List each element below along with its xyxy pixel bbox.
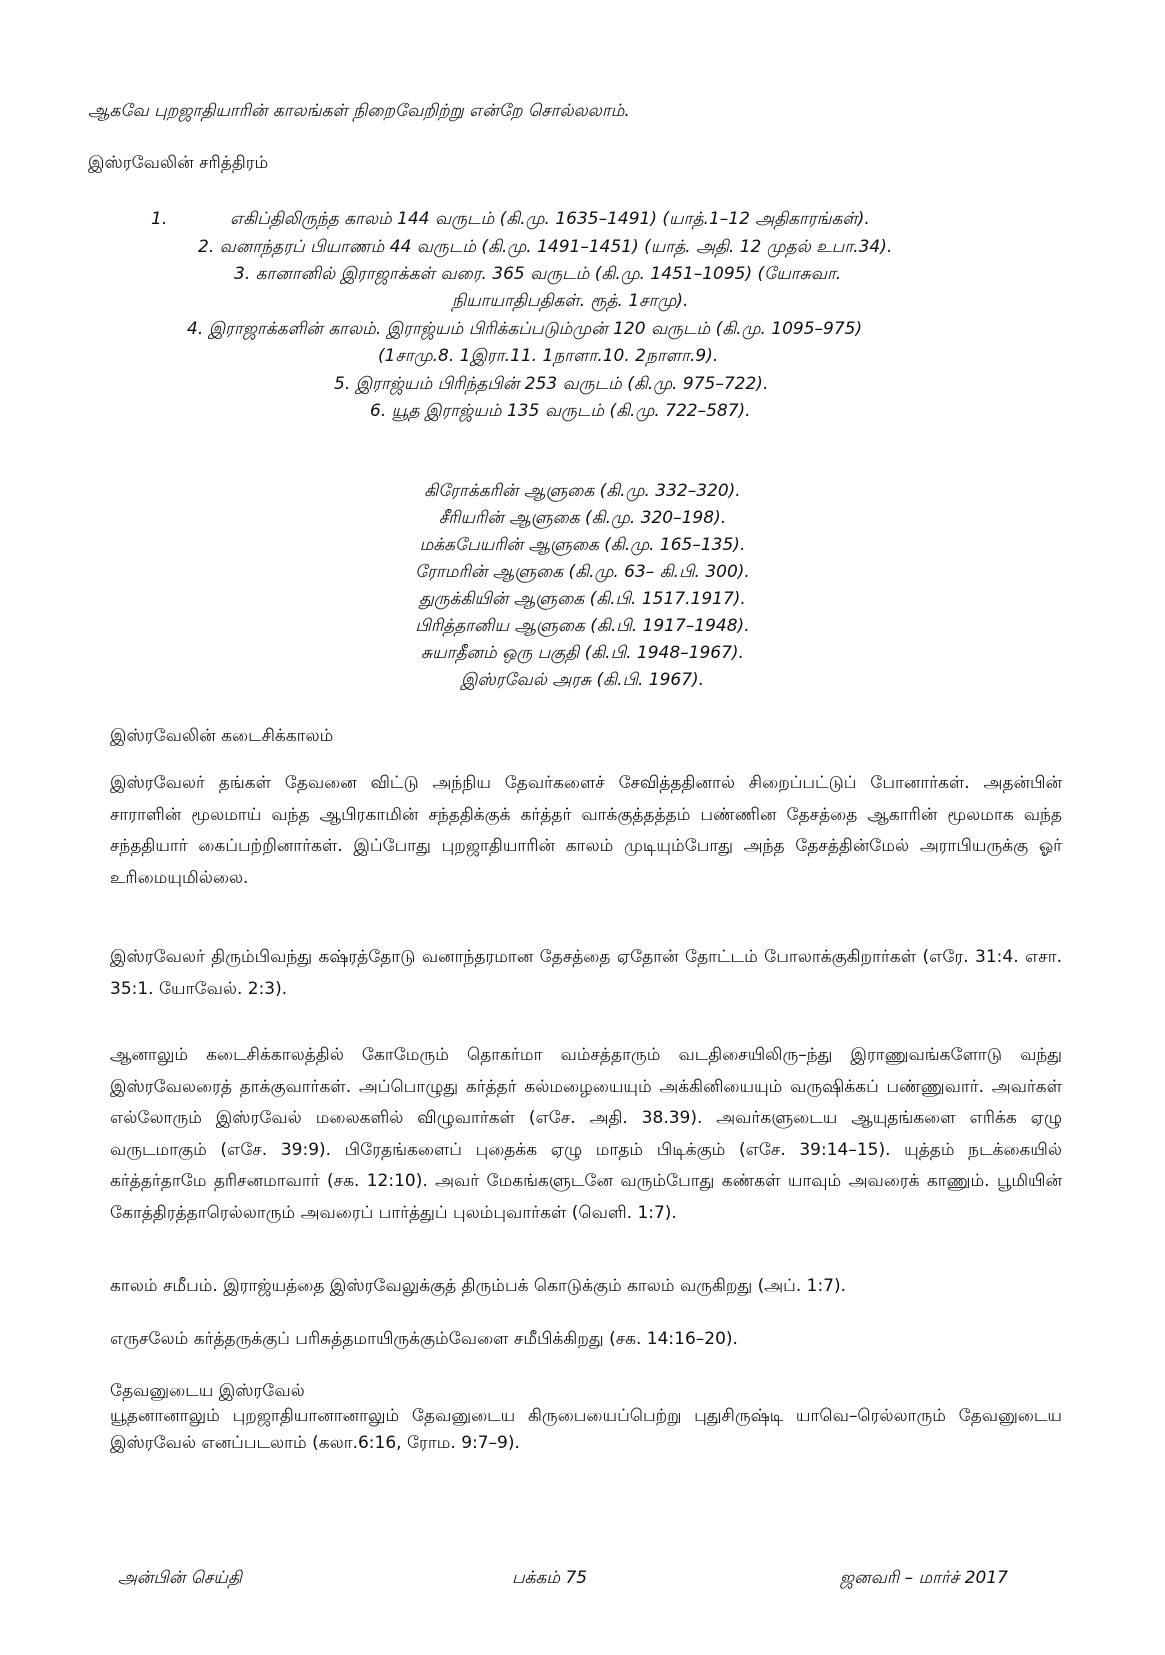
paragraph-line: காலம் சமீபம். இராஜ்யத்தை இஸ்ரவேலுக்குத் திரும்பக் கொடுக்கும் காலம் வருகிறது (அப். 1:7). (110, 1276, 847, 1296)
gods-israel-heading: தேவனுடைய இஸ்ரவேல் (110, 1381, 305, 1401)
history-item: 5. இராஜ்யம் பிரிந்தபின் 253 வருடம் (கி.மு. 975–722). (334, 374, 769, 394)
history-item-continuation: (1சாமு.8. 1இரா.11. 1நாளா.10. 2நாளா.9). (378, 346, 719, 366)
history-item: 6. யூத இராஜ்யம் 135 வருடம் (கி.மு. 722–587). (370, 401, 751, 421)
history-item: எகிப்திலிருந்த காலம் 144 வருடம் (கி.மு. 1635–1491) (யாத்.1–12 அதிகாரங்கள்). (230, 209, 870, 229)
rule-item: சுயாதீனம் ஒரு பகுதி (கி.பி. 1948–1967). (421, 643, 744, 663)
rule-item: பிரித்தானிய ஆளுகை (கி.பி. 1917–1948). (415, 616, 750, 636)
intro-line: ஆகவே புறஜாதியாரின் காலங்கள் நிறைவேறிற்று என்றே சொல்லலாம். (88, 101, 630, 121)
history-item-number: 1. (151, 209, 168, 229)
rule-item: துருக்கியின் ஆளுகை (கி.பி. 1517.1917). (419, 589, 746, 609)
rule-item: இஸ்ரவேல் அரசு (கி.பி. 1967). (460, 670, 705, 690)
footer-page-number: பக்கம் 75 (512, 1568, 588, 1588)
footer-publication: அன்பின் செய்தி (118, 1568, 242, 1588)
rule-item: மக்கபேயரின் ஆளுகை (கி.மு. 165–135). (419, 535, 746, 555)
history-heading: இஸ்ரவேலின் சரித்திரம் (88, 153, 269, 173)
history-item: 3. கானானில் இராஜாக்கள் வரை. 365 வருடம் (கி.மு. 1451–1095) (யோசுவா. (234, 264, 842, 284)
paragraph: இஸ்ரவேலர் தங்கள் தேவனை விட்டு அந்நிய தேவர்களைச் சேவித்ததினால் சிறைப்பட்டுப் போனார்கள். அதன்பின் சாராளின் மூலமாய் வந்த ஆபிரகாமின் சந்ததிக்குக் கர்த்தர் வாக்குத்தத்தம் பண்ணின தேசத்தை ஆகாரின் மூலமாக வந்த சந்ததியார் கைப்பற்றினார்கள். இப்போது புறஜாதியாரின் காலம் முடியும்போது அந்த தேசத்தின்மேல் அராபியருக்கு ஓர் உரிமையுமில்லை. (110, 773, 1062, 888)
rule-item: சீரியரின் ஆளுகை (கி.மு. 320–198). (438, 508, 727, 528)
paragraph: இஸ்ரவேலர் திரும்பிவந்து கஷ்ரத்தோடு வனாந்தரமான தேசத்தை ஏதோன் தோட்டம் போலாக்குகிறார்கள் (எரே. 31:4. எசா. 35:1. யோவேல். 2:3). (110, 947, 1062, 999)
footer-date: ஜனவரி – மார்ச் 2017 (840, 1568, 1008, 1588)
paragraph: ஆனாலும் கடைசிக்காலத்தில் கோமேரும் தொகர்மா வம்சத்தாரும் வடதிசையிலிரு–ந்து இராணுவங்களோடு வந்து இஸ்ரவேலரைத் தாக்குவார்கள். அப்பொழுது கர்த்தர் கல்மழையையும் அக்கினியையும் வருஷிக்கப் பண்ணுவார். அவர்கள் எல்லோரும் இஸ்ரவேல் மலைகளில் விழுவார்கள் (எசே. அதி. 38.39). அவர்களுடைய ஆயுதங்களை எரிக்க ஏழு வருடமாகும் (எசே. 39:9). பிரேதங்களைப் புதைக்க ஏழு மாதம் பிடிக்கும் (எசே. 39:14–15). யுத்தம் நடக்கையில் கர்த்தர்தாமே தரிசனமாவார் (சக. 12:10). அவர் மேகங்களுடனே வரும்போது கண்கள் யாவும் அவரைக் காணும். பூமியின் கோத்திரத்தாரெல்லாரும் அவரைப் பார்த்துப் புலம்புவார்கள் (வெளி. 1:7). (110, 1045, 1062, 1223)
paragraph-line: எருசலேம் கர்த்தருக்குப் பரிசுத்தமாயிருக்கும்வேளை சமீபிக்கிறது (சக. 14:16–20). (110, 1329, 738, 1349)
rule-item: கிரோக்கரின் ஆளுகை (கி.மு. 332–320). (424, 481, 741, 501)
history-item: 4. இராஜாக்களின் காலம். இராஜ்யம் பிரிக்கப்படும்முன் 120 வருடம் (கி.மு. 1095–975) (187, 319, 863, 339)
history-item: 2. வனாந்தரப் பியாணம் 44 வருடம் (கி.மு. 1491–1451) (யாத். அதி. 12 முதல் உபா.34). (198, 237, 893, 257)
rule-item: ரோமரின் ஆளுகை (கி.மு. 63– கி.பி. 300). (415, 562, 750, 582)
history-item-continuation: நியாயாதிபதிகள். ரூத். 1சாமு). (452, 291, 689, 311)
last-days-heading: இஸ்ரவேலின் கடைசிக்காலம் (110, 726, 334, 746)
gods-israel-body: யூதனானாலும் புறஜாதியானானாலும் தேவனுடைய கிருபையைப்பெற்று புதுசிருஷ்டி யாவெ–ரெல்லாரும் தேவனுடைய இஸ்ரவேல் எனப்படலாம் (கலா.6:16, ரோம. 9:7–9). (110, 1406, 1062, 1453)
